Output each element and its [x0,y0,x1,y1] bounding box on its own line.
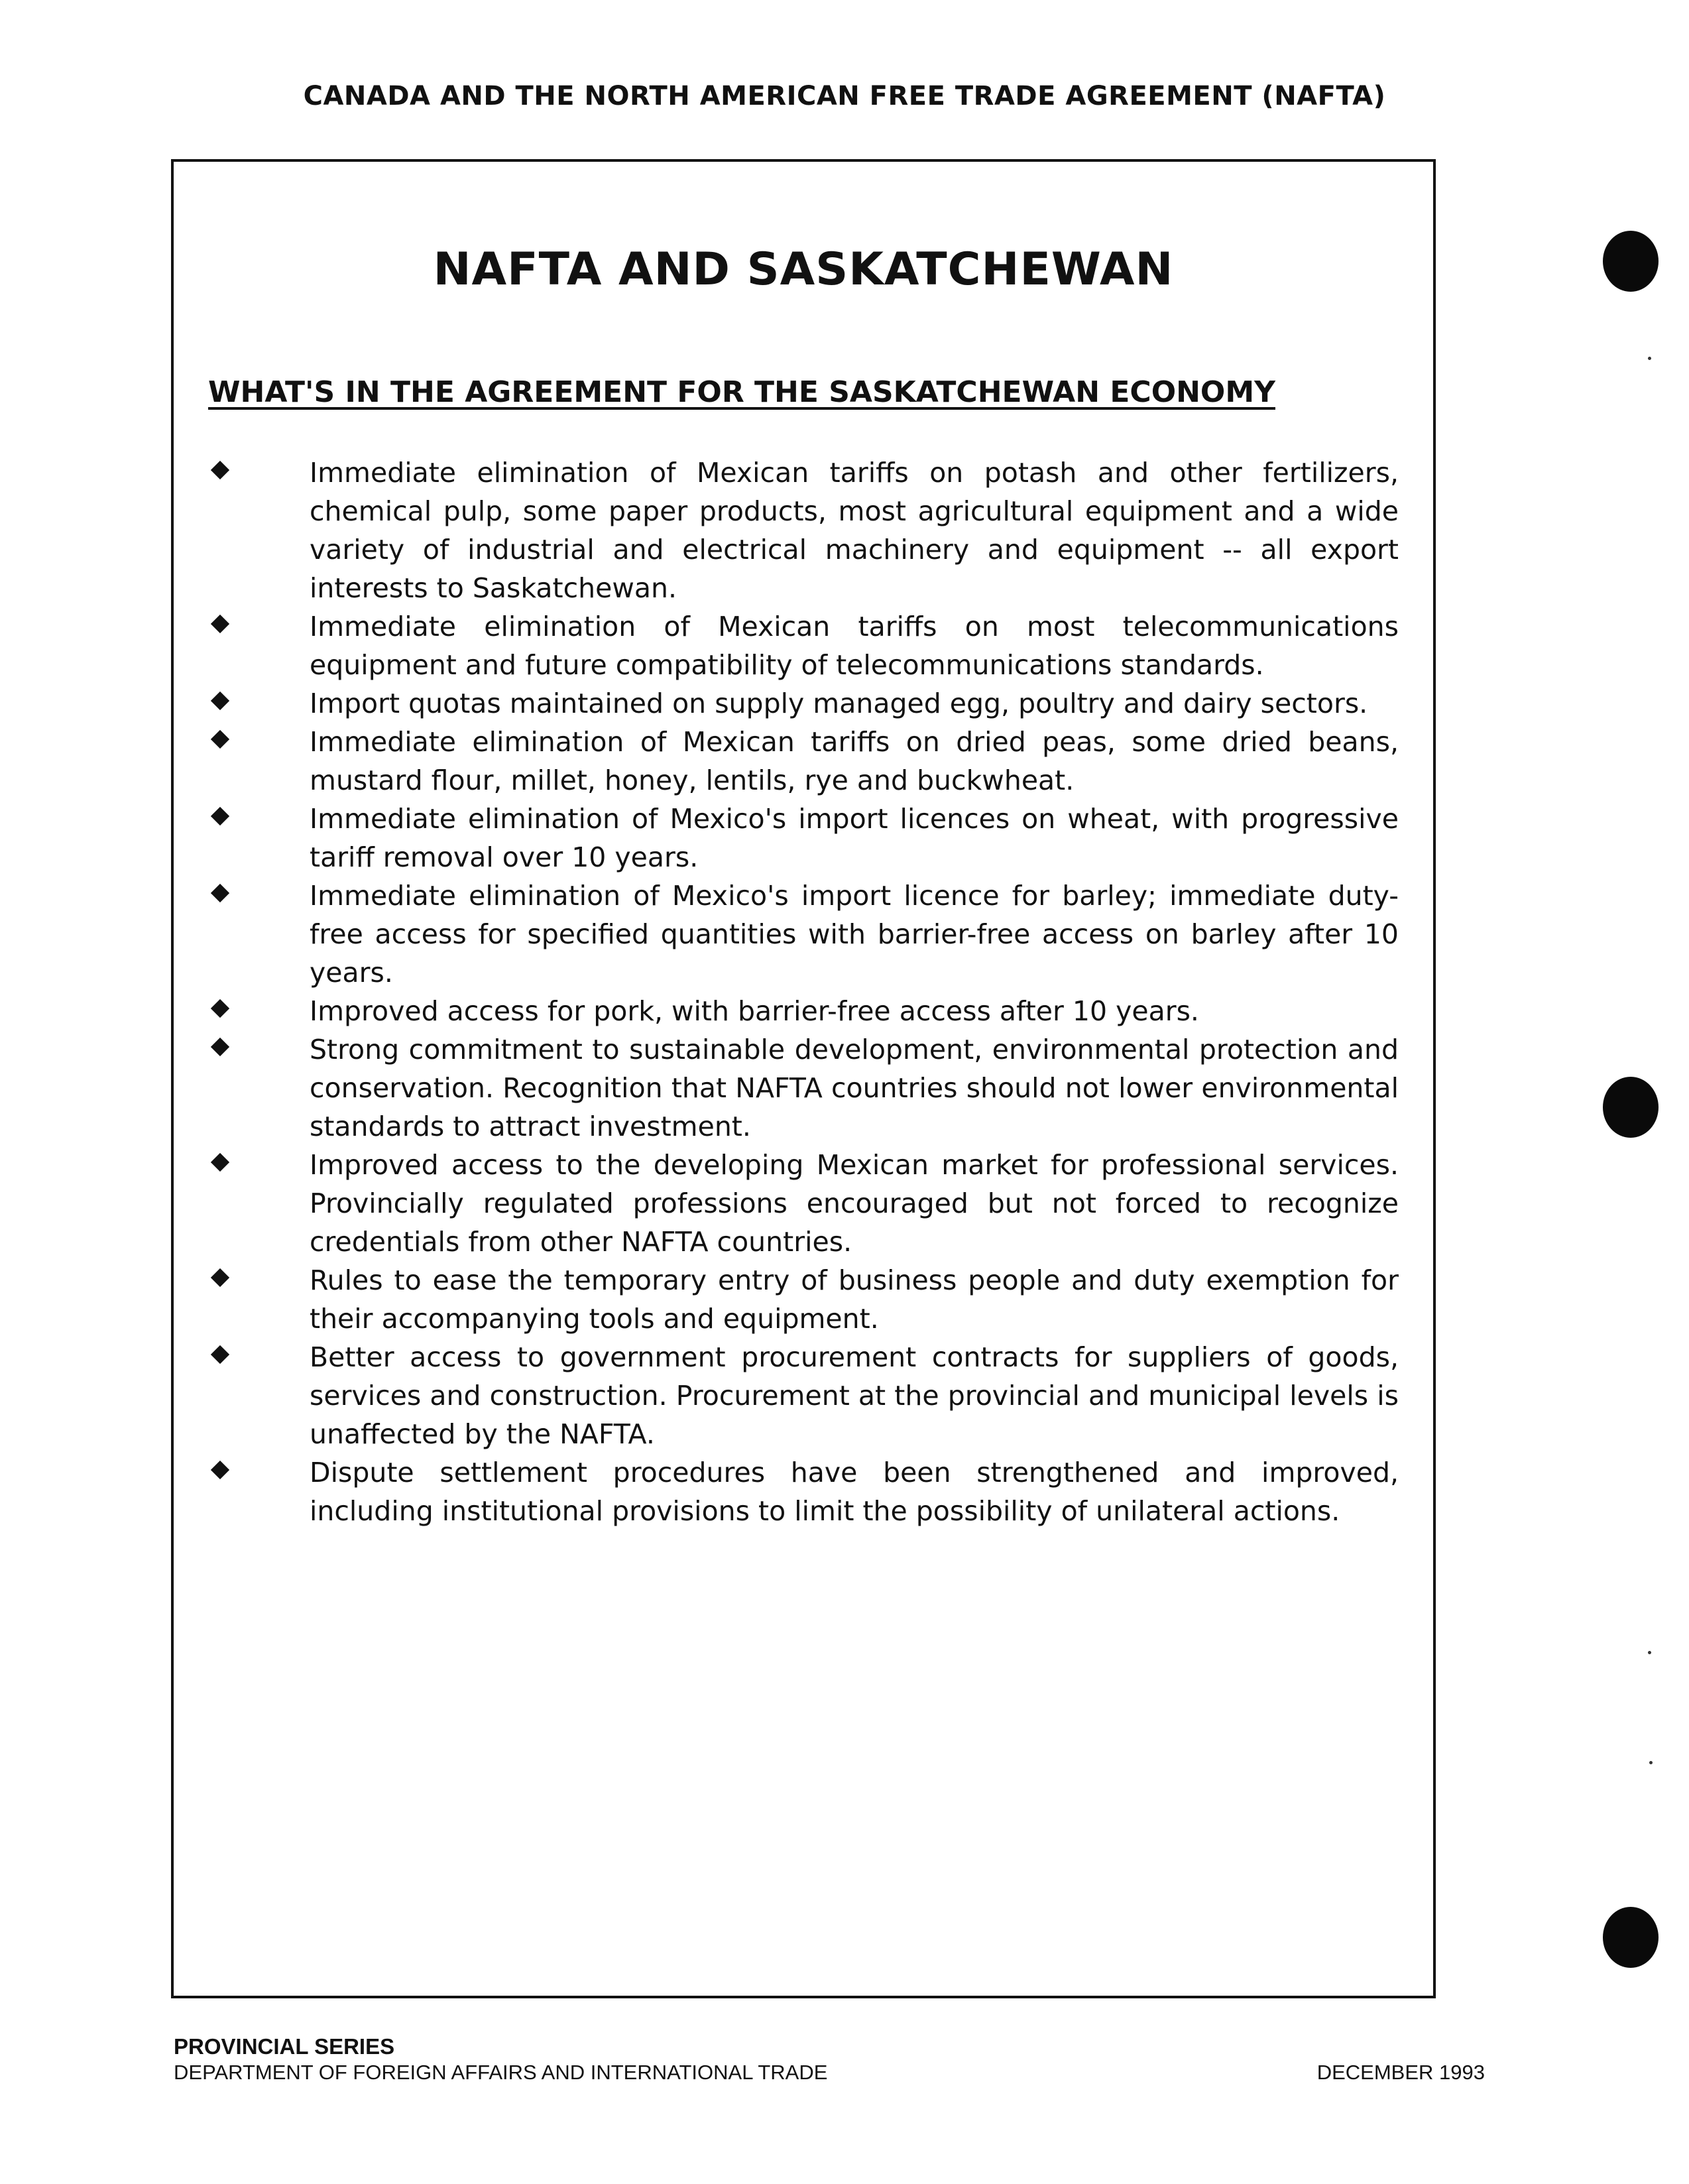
diamond-bullet-icon [211,884,229,902]
list-item [211,992,1399,1030]
bullet-text: Strong commitment to sustainable development, environmental protection and conservation. Recognition that NAFTA countries should not lower environmental standards to attract investment. [310,1034,1399,1142]
footer-date: DECEMBER 1993 [1316,2061,1485,2084]
footer-department: DEPARTMENT OF FOREIGN AFFAIRS AND INTERNATIONAL TRADE [174,2061,828,2084]
list-item [211,1030,1399,1146]
bullet-text: Improved access to the developing Mexican market for professional services. Provincially regulated professions encouraged but not forced to recognize credentials from other NAFTA countries. [310,1149,1399,1258]
scan-speck [1648,1651,1651,1654]
diamond-bullet-icon [211,461,229,479]
diamond-bullet-icon [211,807,229,825]
running-header: CANADA AND THE NORTH AMERICAN FREE TRADE AGREEMENT (NAFTA) [303,81,1386,111]
list-item [211,800,1399,877]
bullet-list [211,454,1399,1530]
list-item [211,1453,1399,1530]
bullet-text: Better access to government procurement contracts for suppliers of goods, services and construction. Procurement at the provincial and municipal levels is unaffected by the NAFTA. [310,1341,1399,1450]
binder-hole-middle [1603,1077,1659,1138]
list-item [211,1338,1399,1453]
bullet-text: Immediate elimination of Mexico's import licence for barley; immediate duty-free access for specified quantities with barrier-free access on barley after 10 years. [310,880,1399,989]
bullet-text: Improved access for pork, with barrier-free access after 10 years. [310,995,1199,1027]
bullet-text: Rules to ease the temporary entry of business people and duty exemption for their accompanying tools and equipment. [310,1264,1399,1335]
diamond-bullet-icon [211,1345,229,1364]
diamond-bullet-icon [211,615,229,633]
bullet-text: Immediate elimination of Mexican tariffs on potash and other fertilizers, chemical pulp, some paper products, most agricultural equipment and a wide variety of industrial and electrical machinery and equipment -- all export interests to Saskatchewan. [310,457,1399,604]
footer-series: PROVINCIAL SERIES [174,2034,395,2059]
list-item [211,877,1399,992]
list-item [211,454,1399,607]
binder-hole-top [1603,231,1659,292]
section-heading: WHAT'S IN THE AGREEMENT FOR THE SASKATCHEWAN ECONOMY [208,375,1275,409]
bullet-text: Immediate elimination of Mexican tariffs on most telecommunications equipment and future compatibility of telecommunications standards. [310,611,1399,681]
bullet-text: Immediate elimination of Mexican tariffs on dried peas, some dried beans, mustard flour, millet, honey, lentils, rye and buckwheat. [310,726,1399,796]
bullet-text: Import quotas maintained on supply managed egg, poultry and dairy sectors. [310,688,1368,719]
diamond-bullet-icon [211,1461,229,1479]
scan-speck [1649,1761,1653,1764]
diamond-bullet-icon [211,999,229,1018]
diamond-bullet-icon [211,1153,229,1172]
list-item [211,1146,1399,1261]
bullet-text: Immediate elimination of Mexico's import licences on wheat, with progressive tariff removal over 10 years. [310,803,1399,873]
document-title: NAFTA AND SASKATCHEWAN [433,243,1174,296]
bullet-text: Dispute settlement procedures have been strengthened and improved, including institutional provisions to limit the possibility of unilateral actions. [310,1457,1399,1527]
list-item [211,684,1399,723]
diamond-bullet-icon [211,1268,229,1287]
binder-hole-bottom [1603,1907,1659,1968]
diamond-bullet-icon [211,692,229,710]
content-frame [171,159,1436,1998]
list-item [211,723,1399,800]
list-item [211,607,1399,684]
list-item [211,1261,1399,1338]
scan-speck [1648,357,1651,360]
diamond-bullet-icon [211,1038,229,1056]
diamond-bullet-icon [211,730,229,749]
